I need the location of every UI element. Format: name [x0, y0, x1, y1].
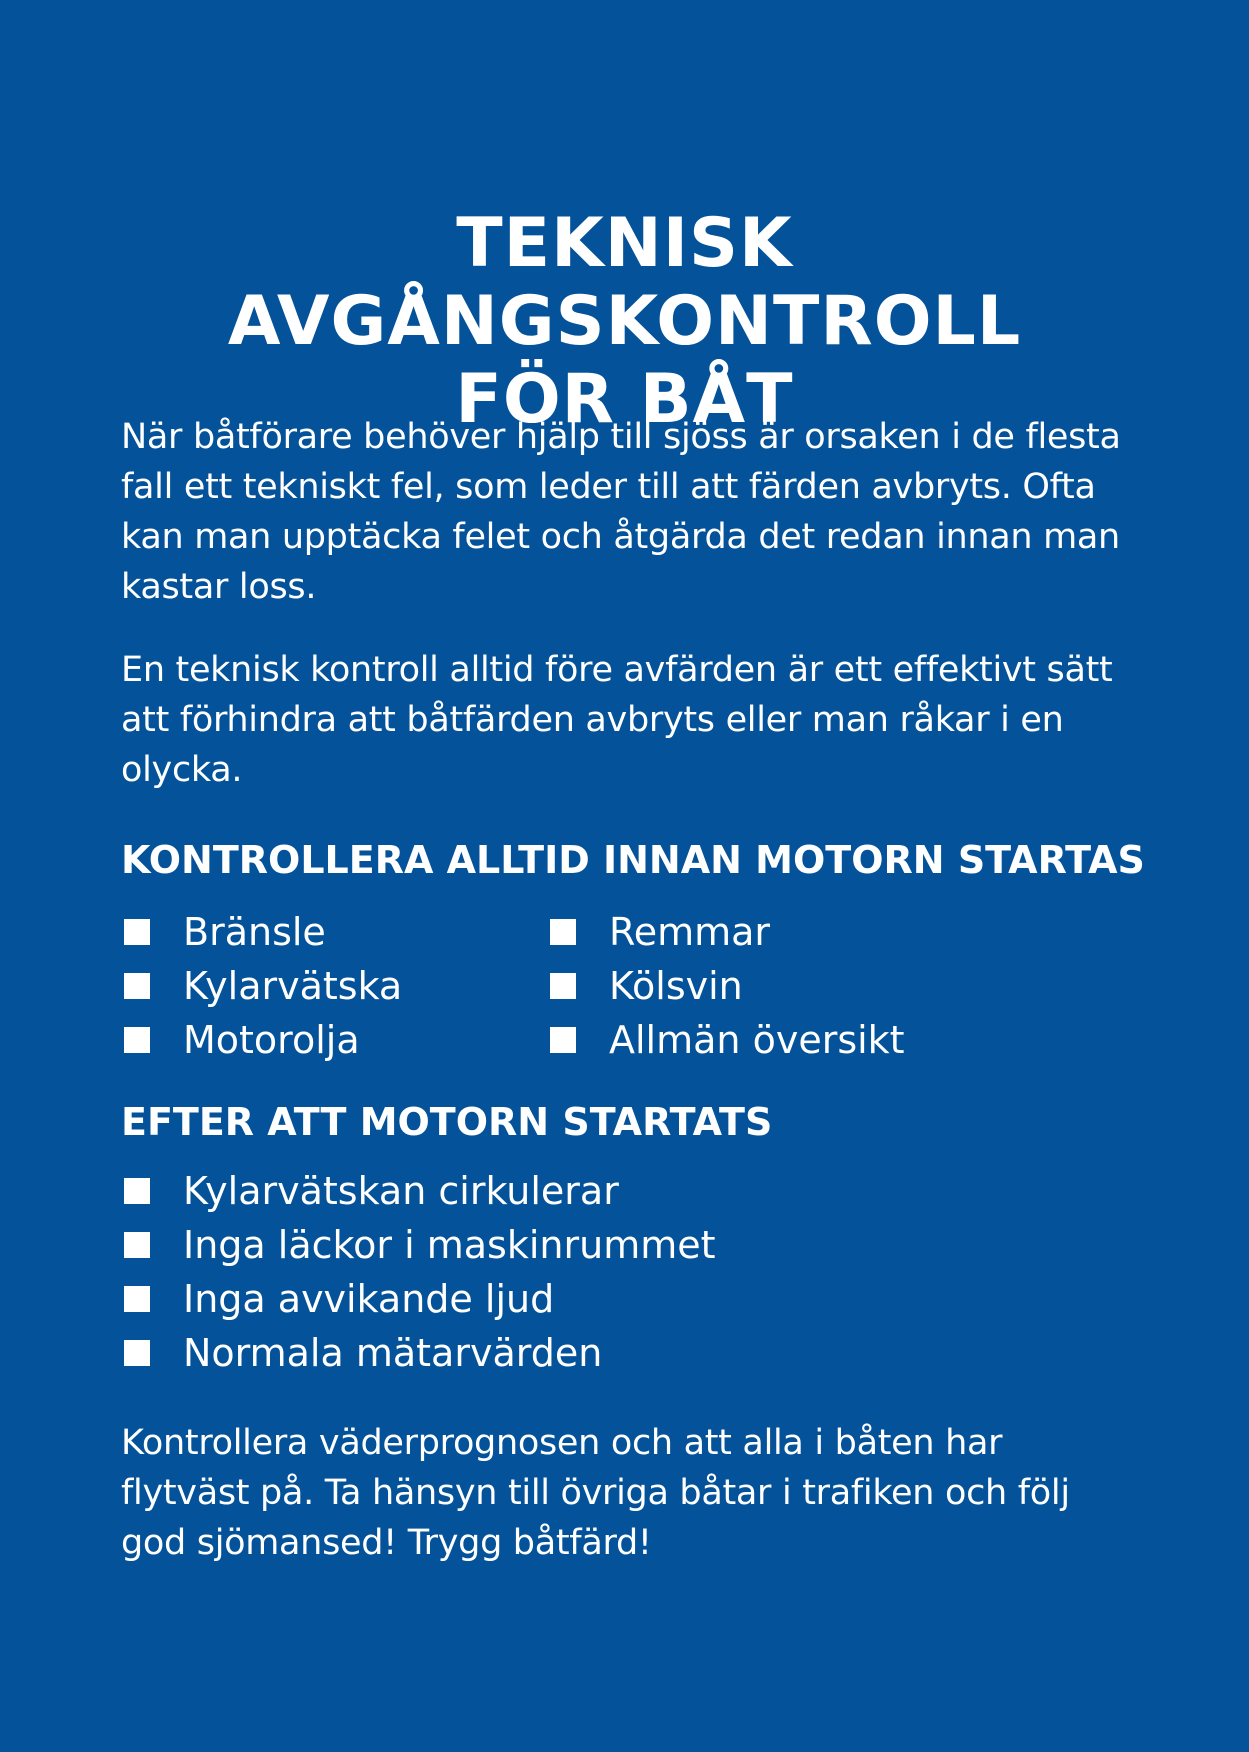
checklist-item — [550, 959, 905, 1013]
intro-paragraph-1: När båtförare behöver hjälp till sjöss är orsaken i de flesta fall ett tekniskt fel, som leder till att färden avbryts. Ofta kan man upptäcka felet och åtgärda det redan innan man kastar loss. — [121, 417, 1121, 607]
checklist-item — [124, 959, 402, 1013]
checklist-item-label: Inga läckor i maskinrummet — [183, 1223, 716, 1267]
after-start-checklist — [124, 1164, 716, 1380]
before-start-checklist-left — [124, 905, 402, 1067]
page-title — [60, 205, 1189, 439]
title-line-2: FÖR BÅT — [455, 360, 794, 439]
checklist-item — [124, 1272, 716, 1326]
closing-paragraph: Kontrollera väderprognosen och att alla i båten har flytväst på. Ta hänsyn till övriga båtar i trafiken och följ god sjömansed! Trygg båtfärd! — [121, 1423, 1070, 1563]
checkbox-square-icon — [124, 973, 150, 999]
checkbox-square-icon — [124, 1286, 150, 1312]
before-start-checklist-right — [550, 905, 905, 1067]
checkbox-square-icon — [124, 919, 150, 945]
before-start-heading: KONTROLLERA ALLTID INNAN MOTORN STARTAS — [121, 838, 1145, 882]
checklist-item-label: Inga avvikande ljud — [183, 1277, 555, 1321]
checkbox-square-icon — [550, 973, 576, 999]
checkbox-square-icon — [124, 1027, 150, 1053]
checkbox-square-icon — [550, 919, 576, 945]
checklist-item — [124, 1164, 716, 1218]
checklist-item-label: Motorolja — [183, 1018, 360, 1062]
checklist-item — [124, 905, 402, 959]
checklist-item-label: Kylarvätskan cirkulerar — [183, 1169, 619, 1213]
checklist-item — [124, 1013, 402, 1067]
checkbox-square-icon — [124, 1178, 150, 1204]
checklist-item-label: Allmän översikt — [609, 1018, 905, 1062]
intro-paragraph-2: En teknisk kontroll alltid före avfärden är ett effektivt sätt att förhindra att båtfärden avbryts eller man råkar i en olycka. — [121, 650, 1113, 790]
checkbox-square-icon — [124, 1232, 150, 1258]
checklist-item — [550, 905, 905, 959]
title-line-1: TEKNISK AVGÅNGSKONTROLL — [227, 204, 1022, 361]
checklist-item — [124, 1218, 716, 1272]
checkbox-square-icon — [550, 1027, 576, 1053]
checklist-item-label: Remmar — [609, 910, 771, 954]
checklist-item-label: Kölsvin — [609, 964, 743, 1008]
checkbox-square-icon — [124, 1340, 150, 1366]
checklist-item-label: Normala mätarvärden — [183, 1331, 603, 1375]
checklist-item-label: Bränsle — [183, 910, 326, 954]
checklist-item — [124, 1326, 716, 1380]
checklist-item-label: Kylarvätska — [183, 964, 403, 1008]
checklist-item — [550, 1013, 905, 1067]
after-start-heading: EFTER ATT MOTORN STARTATS — [121, 1100, 773, 1144]
